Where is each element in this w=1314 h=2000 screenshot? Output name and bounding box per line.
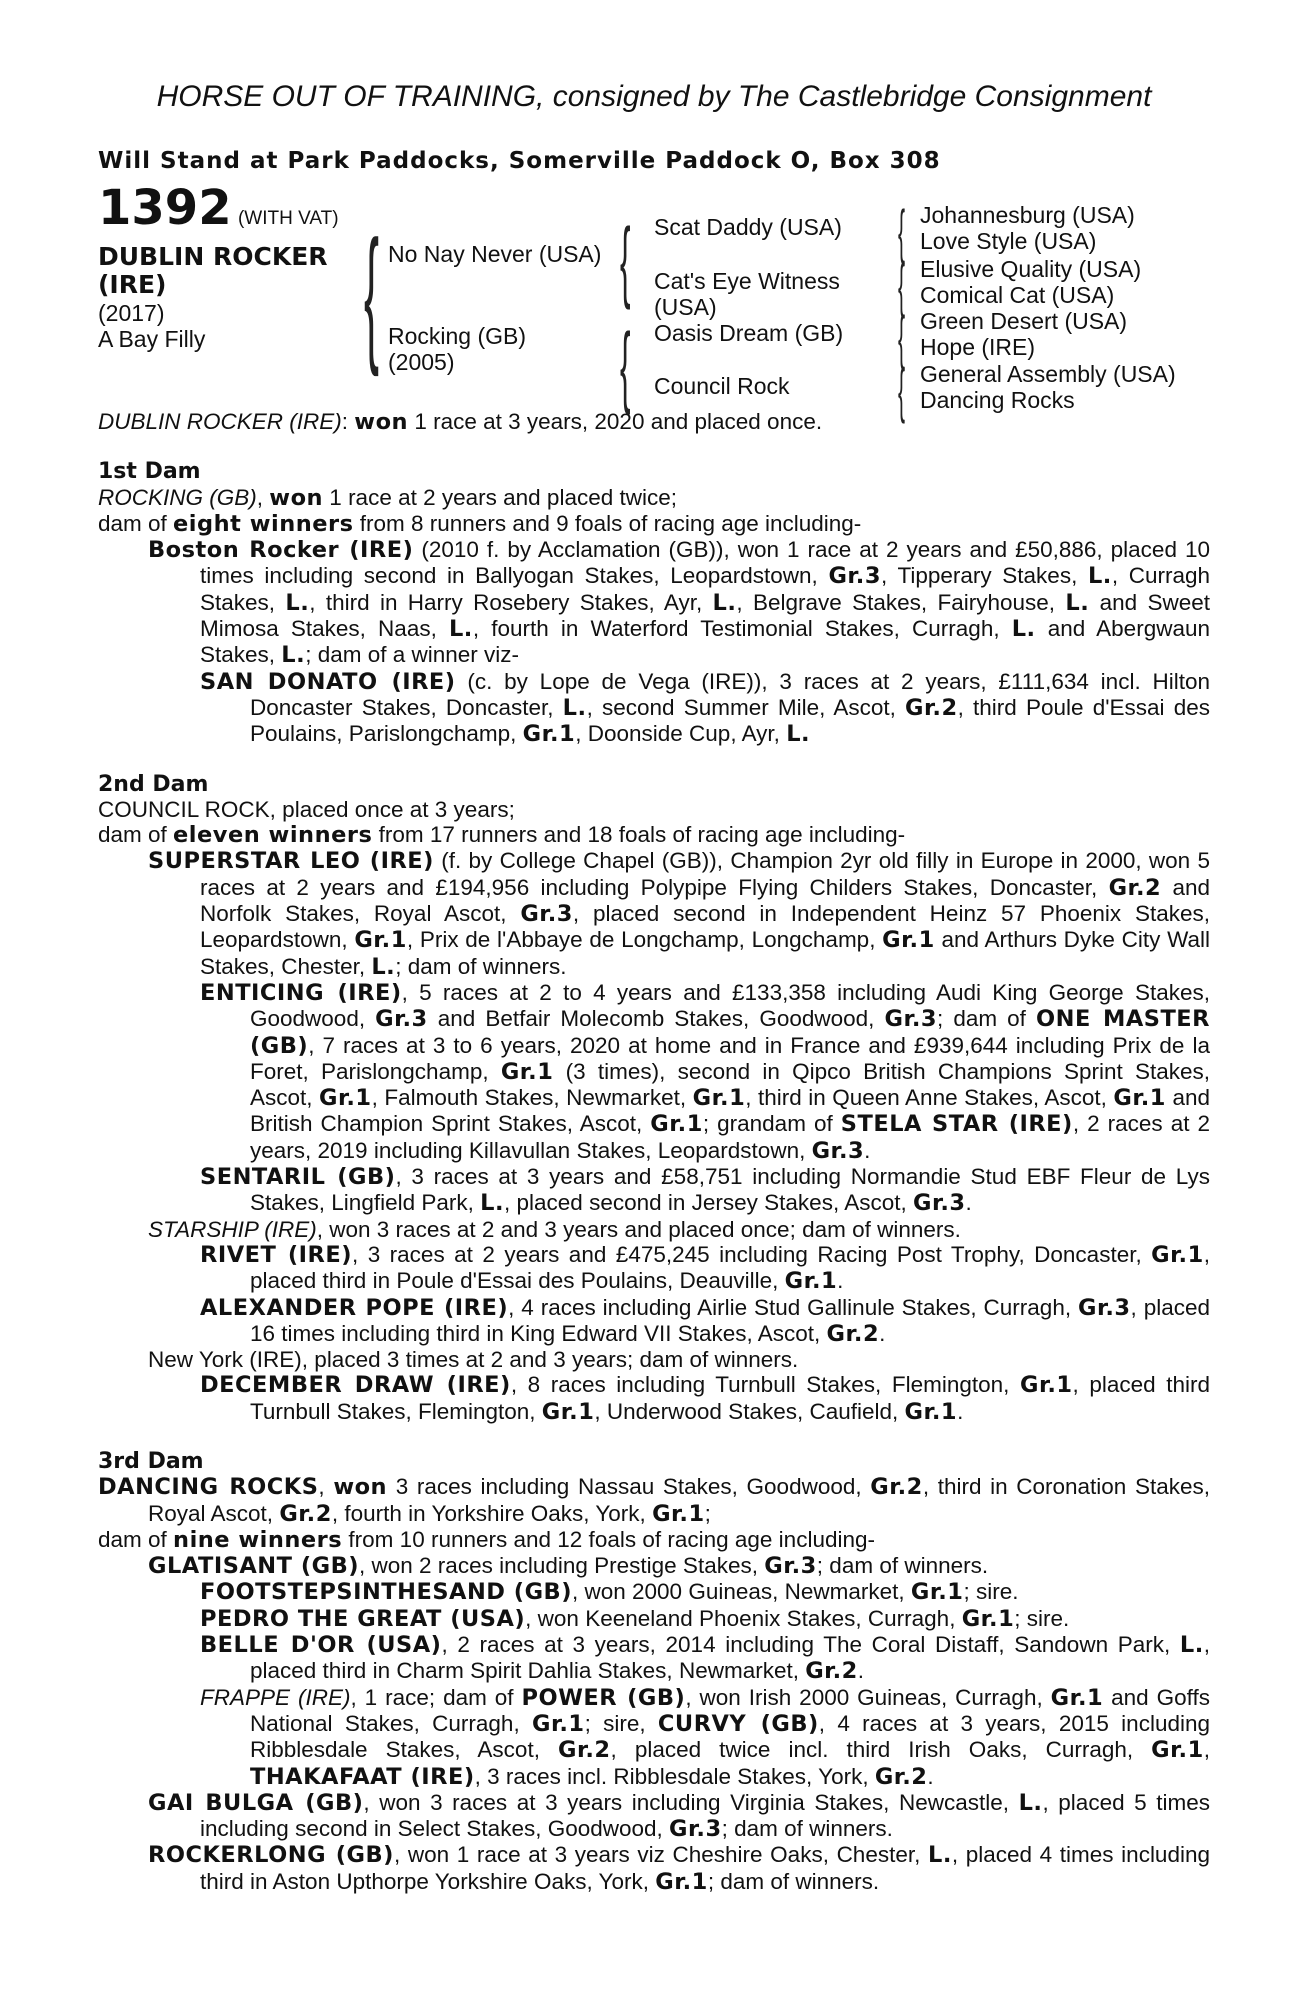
pedigree-sire: No Nay Never (USA) bbox=[388, 241, 602, 267]
entry-rivet: RIVET (IRE), 3 races at 2 years and £475,245 including Racing Post Trophy, Doncaster, Gr.1, placed third in Poule d'Essai des Poulains, Deauville, Gr.1. bbox=[200, 1241, 1210, 1295]
horse-name-2: (IRE) bbox=[98, 270, 167, 299]
brace-ds: { bbox=[898, 304, 906, 371]
entry-alexander-pope: ALEXANDER POPE (IRE), 4 races including Airlie Stud Gallinule Stakes, Curragh, Gr.3, placed 16 times including third in King Edward VII Stakes, Ascot, Gr.2. bbox=[200, 1294, 1210, 1347]
pedigree-dss: Green Desert (USA) bbox=[920, 308, 1128, 334]
pedigree-sdd: Comical Cat (USA) bbox=[920, 282, 1115, 308]
entry-starship: STARSHIP (IRE), won 3 races at 2 and 3 years and placed once; dam of winners. bbox=[148, 1216, 961, 1242]
entry-glatisant: GLATISANT (GB), won 2 races including Prestige Stakes, Gr.3; dam of winners. bbox=[148, 1553, 989, 1580]
lot-number: 1392 bbox=[98, 180, 232, 236]
first-dam-heading: 1st Dam bbox=[98, 459, 201, 485]
third-dam-heading: 3rd Dam bbox=[98, 1448, 204, 1474]
third-dam-line: DANCING ROCKS, won 3 races including Nassau Stakes, Goodwood, Gr.2, third in Coronation Stakes, Royal Ascot, Gr.2, fourth in Yorkshire Oaks, York, Gr.1; bbox=[98, 1474, 1210, 1527]
lot-number-line bbox=[98, 180, 339, 236]
pedigree-ds: Oasis Dream (GB) bbox=[654, 320, 844, 346]
entry-sentaril: SENTARIL (GB), 3 races at 3 years and £58,751 including Normandie Stud EBF Fleur de Lys Stakes, Lingfield Park, L., placed second in Jersey Stakes, Ascot, Gr.3. bbox=[200, 1164, 1210, 1217]
entry-pedro-the-great: PEDRO THE GREAT (USA), won Keeneland Phoenix Stakes, Curragh, Gr.1; sire. bbox=[200, 1605, 1070, 1632]
entry-enticing: ENTICING (IRE), 5 races at 2 to 4 years and £133,358 including Audi King George Stakes, Goodwood, Gr.3 and Betfair Molecomb Stakes, Goodwood, Gr.3; dam of ONE MASTER (GB), 7 races at 3 to 6 years, 2020 at home and in France and £939,644 including Prix de la Foret, Parislongchamp, Gr.1 (3 times), second in Qipco British Champions Sprint Stakes, Ascot, Gr.1, Falmouth Stakes, Newmarket, Gr.1, third in Queen Anne Stakes, Ascot, Gr.1 and British Champion Sprint Stakes, Ascot, Gr.1; grandam of STELA STAR (IRE), 2 races at 2 years, 2019 including Killavullan Stakes, Leopardstown, Gr.3. bbox=[200, 979, 1211, 1164]
brace-ss: { bbox=[898, 198, 906, 265]
first-dam-line: ROCKING (GB), won 1 race at 2 years and placed twice; bbox=[98, 484, 677, 511]
brace-dam-parents: { bbox=[620, 316, 631, 416]
first-dam-produce: dam of eight winners from 8 runners and 9 foals of racing age including- bbox=[98, 510, 862, 537]
second-dam-line: COUNCIL ROCK, placed once at 3 years; bbox=[98, 796, 515, 822]
entry-gai-bulga: GAI BULGA (GB), won 3 races at 3 years including Virginia Stakes, Newcastle, L., placed 5 times including second in Select Stakes, Goodwood, Gr.3; dam of winners. bbox=[148, 1789, 1211, 1843]
page-title: HORSE OUT OF TRAINING, consigned by The Castlebridge Consignment bbox=[156, 80, 1152, 113]
horse-name-1: DUBLIN ROCKER bbox=[98, 242, 328, 271]
pedigree-dsd: Hope (IRE) bbox=[920, 334, 1036, 360]
entry-belle-dor: BELLE D'OR (USA), 2 races at 3 years, 2014 including The Coral Distaff, Sandown Park, L., placed third in Charm Spirit Dahlia Stakes, Newmarket, Gr.2. bbox=[200, 1632, 1211, 1685]
pedigree-dd: Council Rock bbox=[654, 373, 790, 399]
entry-new-york: New York (IRE), placed 3 times at 2 and 3 years; dam of winners. bbox=[148, 1347, 799, 1373]
entry-san-donato: SAN DONATO (IRE) (c. by Lope de Vega (IRE)), 3 races at 2 years, £111,634 incl. Hilton Doncaster Stakes, Doncaster, L., second Summer Mile, Ascot, Gr.2, third Poule d'Essai des Poulains, Parislongchamp, Gr.1, Doonside Cup, Ayr, L. bbox=[200, 668, 1210, 748]
second-dam-produce: dam of eleven winners from 17 runners and 18 foals of racing age including- bbox=[98, 822, 906, 849]
catalogue-body bbox=[98, 409, 1210, 1895]
pedigree-sds: Elusive Quality (USA) bbox=[920, 256, 1142, 282]
entry-footstepsinthesand: FOOTSTEPSINTHESAND (GB), won 2000 Guineas, Newmarket, Gr.1; sire. bbox=[200, 1579, 1019, 1606]
second-dam-heading: 2nd Dam bbox=[98, 771, 209, 797]
third-dam-produce: dam of nine winners from 10 runners and 12 foals of racing age including- bbox=[98, 1526, 875, 1553]
pedigree-dam-1: Rocking (GB) bbox=[388, 323, 527, 349]
brace-sd: { bbox=[898, 252, 906, 319]
brace-dd: { bbox=[898, 357, 906, 424]
pedigree-ddd: Dancing Rocks bbox=[920, 387, 1075, 413]
summary-line: DUBLIN ROCKER (IRE): won 1 race at 3 years, 2020 and placed once. bbox=[98, 409, 823, 435]
vat-note: (WITH VAT) bbox=[237, 208, 339, 229]
pedigree-dam-2: (2005) bbox=[388, 349, 455, 375]
stand-location: Will Stand at Park Paddocks, Somerville Paddock O, Box 308 bbox=[98, 148, 941, 174]
entry-superstar-leo: SUPERSTAR LEO (IRE) (f. by College Chapel (GB)), Champion 2yr old filly in Europe in 2000, won 5 races at 2 years and £194,956 including Polypipe Flying Childers Stakes, Doncaster, Gr.2 and Norfolk Stakes, Royal Ascot, Gr.3, placed second in Independent Heinz 57 Phoenix Stakes, Leopardstown, Gr.1, Prix de l'Abbaye de Longchamp, Longchamp, Gr.1 and Arthurs Dyke City Wall Stakes, Chester, L.; dam of winners. bbox=[148, 848, 1211, 980]
pedigree-ssd: Love Style (USA) bbox=[920, 228, 1097, 254]
horse-description: A Bay Filly bbox=[98, 326, 206, 352]
pedigree-sd-2: (USA) bbox=[654, 294, 717, 320]
entry-december-draw: DECEMBER DRAW (IRE), 8 races including Turnbull Stakes, Flemington, Gr.1, placed third Turnbull Stakes, Flemington, Gr.1, Underwood Stakes, Caufield, Gr.1. bbox=[200, 1372, 1210, 1425]
brace-sire-parents: { bbox=[620, 211, 631, 311]
horse-year: (2017) bbox=[98, 300, 165, 326]
pedigree-dds: General Assembly (USA) bbox=[920, 361, 1176, 387]
pedigree-ss: Scat Daddy (USA) bbox=[654, 214, 842, 240]
entry-boston-rocker: Boston Rocker (IRE) (2010 f. by Acclamation (GB)), won 1 race at 2 years and £50,886, placed 10 times including second in Ballyogan Stakes, Leopardstown, Gr.3, Tipperary Stakes, L., Curragh Stakes, L., third in Harry Rosebery Stakes, Ayr, L., Belgrave Stakes, Fairyhouse, L. and Sweet Mimosa Stakes, Naas, L., fourth in Waterford Testimonial Stakes, Curragh, L. and Abergwaun Stakes, L.; dam of a winner viz- bbox=[148, 537, 1210, 669]
brace-sire-dam: { bbox=[364, 209, 380, 377]
entry-rockerlong: ROCKERLONG (GB), won 1 race at 3 years viz Cheshire Oaks, Chester, L., placed 4 times including third in Aston Upthorpe Yorkshire Oaks, York, Gr.1; dam of winners. bbox=[148, 1842, 1210, 1895]
catalogue-page bbox=[98, 80, 1210, 1895]
pedigree-sd-1: Cat's Eye Witness bbox=[654, 268, 840, 294]
pedigree-sss: Johannesburg (USA) bbox=[920, 202, 1135, 228]
entry-frappe: FRAPPE (IRE), 1 race; dam of POWER (GB), won Irish 2000 Guineas, Curragh, Gr.1 and Goffs National Stakes, Curragh, Gr.1; sire, CURVY (GB), 4 races at 3 years, 2015 including Ribblesdale Stakes, Ascot, Gr.2, placed twice incl. third Irish Oaks, Curragh, Gr.1, THAKAFAAT (IRE), 3 races incl. Ribblesdale Stakes, York, Gr.2. bbox=[200, 1684, 1210, 1790]
